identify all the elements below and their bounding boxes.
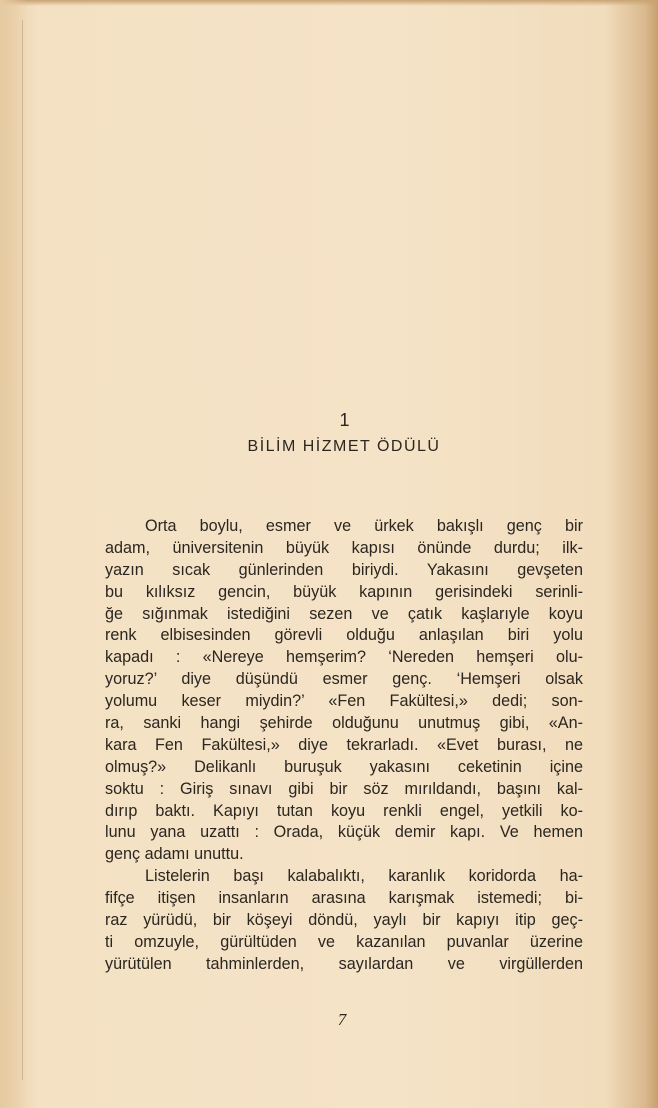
text-line: olmuş?» Delikanlı buruşuk yakasını ceketinin içine <box>105 757 583 776</box>
text-line: yürütülen tahminlerden, sayılardan ve virgüllerden <box>105 954 583 973</box>
text-line: kara Fen Fakültesi,» diye tekrarladı. «Evet burası, ne <box>105 735 583 754</box>
text-line: ti omzuyle, gürültüden ve kazanılan puvanlar üzerine <box>105 932 583 951</box>
paragraph-1 <box>105 516 583 866</box>
text-line: adam, üniversitenin büyük kapısı önünde durdu; ilk- <box>105 538 583 557</box>
text-line: kapadı : «Nereye hemşerim? ‘Nereden hemşeri olu- <box>105 648 583 667</box>
page-number: 7 <box>337 1010 347 1029</box>
text-line: Orta boylu, esmer ve ürkek bakışlı genç bir <box>145 517 583 535</box>
paragraph-2 <box>105 866 583 975</box>
binding-line <box>22 20 23 1080</box>
text-line: raz yürüdü, bir köşeyi döndü, yaylı bir kapıyı itip geç- <box>105 911 583 930</box>
text-line: genç adamı unuttu. <box>105 845 244 864</box>
page-top-edge <box>0 0 658 6</box>
text-line: yazın sıcak günlerinden biriydi. Yakasını gevşeten <box>105 560 583 579</box>
text-line: Listelerin başı kalabalıktı, karanlık koridorda ha- <box>145 867 583 886</box>
chapter-number: 1 <box>339 410 351 430</box>
text-line: bu kılıksız gencin, büyük kapının gerisindeki serinli- <box>105 582 583 601</box>
text-line: yolumu keser miydin?’ «Fen Fakültesi,» dedi; son- <box>105 692 583 711</box>
body-text <box>105 516 583 976</box>
text-line: ra, sanki hangi şehirde olduğunu unutmuş gibi, «An- <box>105 714 583 733</box>
text-line: dırıp baktı. Kapıyı tutan koyu renkli engel, yetkili ko- <box>105 801 583 820</box>
page-gutter-shadow <box>0 0 28 1108</box>
text-line: fifçe itişen insanların arasına karışmak istemedi; bi- <box>105 889 583 908</box>
text-line: ğe sığınmak istediğini sezen ve çatık kaşlarıyle koyu <box>105 604 583 623</box>
text-line: lunu yana uzattı : Orada, küçük demir kapı. Ve hemen <box>105 823 583 842</box>
text-line: soktu : Giriş sınavı gibi bir söz mırıldandı, başını kal- <box>105 779 583 798</box>
chapter-title: BİLİM HİZMET ÖDÜLÜ <box>247 438 441 455</box>
text-line: yoruz?’ diye düşündü esmer genç. ‘Hemşeri olsak <box>105 670 583 689</box>
text-line: renk elbisesinden görevli olduğu anlaşılan biri yolu <box>105 626 583 645</box>
